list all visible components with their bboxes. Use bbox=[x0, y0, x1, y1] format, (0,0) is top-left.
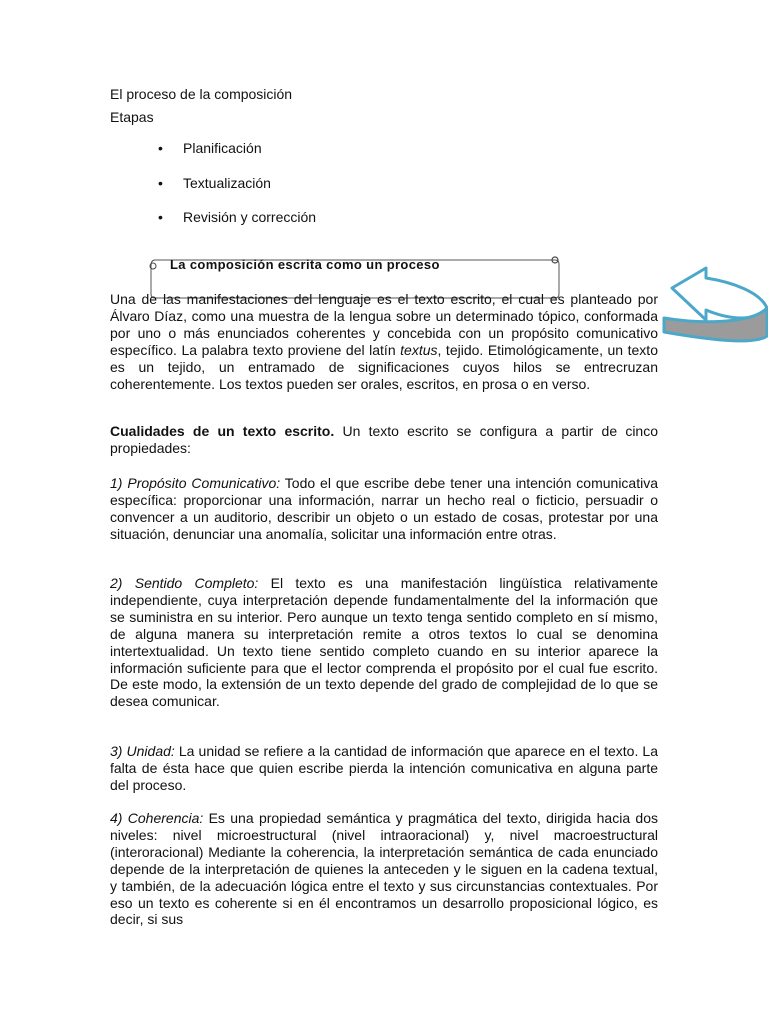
qualities-heading: Cualidades de un texto escrito. bbox=[110, 423, 335, 439]
property-text: La unidad se refiere a la cantidad de información que aparece en el texto. La falta de ésta hace que quien escribe pierda la intención comunicativa en alguna parte del proceso. bbox=[110, 743, 658, 793]
curved-arrow-icon bbox=[660, 262, 768, 346]
property-label: 3) Unidad: bbox=[110, 743, 175, 759]
intro-paragraph bbox=[110, 291, 658, 392]
intro-text: , tejido. Etimológicamente, un texto es un tejido, un entramado de significaciones cuyos hilos se entrecruzan coherentemente. Los textos pueden ser orales, escritos, en prosa o en verso. bbox=[110, 341, 658, 392]
stage-label: Planificación bbox=[183, 140, 262, 156]
banner-title: La composición escrita como un proceso bbox=[170, 257, 440, 272]
bullet-icon: • bbox=[158, 209, 163, 225]
property-paragraph bbox=[110, 575, 658, 710]
property-text: Es una propiedad semántica y pragmática del texto, dirigida hacia dos niveles: nivel microestructural (nivel intraoracional) y, nivel macroestructural (interoracional) Mediante la coherencia, la interpretación semántica de cada enunciado depende de la interpretación de quienes la anteceden y le siguen en la cadena textual, y también, de la adecuación lógica entre el texto y sus circunstancias contextuales. Por eso un texto es coherente si en él encontramos un desarrollo proposicional lógico, es decir, si sus bbox=[110, 810, 658, 928]
bullet-icon: • bbox=[158, 174, 163, 191]
property-text: El texto es una manifestación lingüística relativamente independiente, cuya interpretación depende fundamentalmente del la información que se suministra en su interior. Pero aunque un texto tenga sentido completo en sí mismo, de alguna manera su interpretación remite a otros textos lo cual se denomina intertextualidad. Un texto tiene sentido completo cuando en su interior aparece la información suficiente para que el lector comprenda el propósito por el cual fue escrito. De este modo, la extensión de un texto depende del grado de complejidad de lo que se desea comunicar. bbox=[110, 575, 658, 710]
document-subtitle: Etapas bbox=[110, 109, 154, 125]
document-title: El proceso de la composición bbox=[110, 86, 293, 102]
intro-text: Una de las manifestaciones del lenguaje es el texto escrito, el cual es planteado por Álvaro Díaz, como una muestra de la lengua sobre un determinado tópico, conformada por uno o más enunciados coherentes y concebida con un propósito comunicativo específico. La palabra texto proviene del latín bbox=[110, 291, 658, 358]
property-label: 2) Sentido Completo: bbox=[110, 575, 259, 591]
property-paragraph bbox=[110, 810, 658, 928]
property-paragraph bbox=[110, 743, 658, 794]
bullet-icon: • bbox=[158, 140, 163, 156]
stage-label: Revisión y corrección bbox=[183, 209, 317, 225]
property-label: 1) Propósito Comunicativo: bbox=[110, 475, 281, 491]
property-paragraph bbox=[110, 475, 658, 543]
property-text: Todo el que escribe debe tener una intención comunicativa específica: proporcionar una información, narrar un hecho real o ficticio, persuadir o convencer a un auditorio, describir un objeto o un estado de cosas, protestar por una situación, denunciar una anomalía, solicitar una información entre otras. bbox=[110, 475, 658, 542]
qualities-text: Un texto escrito se configura a partir de cinco propiedades: bbox=[110, 423, 658, 456]
stage-label: Textualización bbox=[183, 174, 271, 191]
property-label: 4) Coherencia: bbox=[110, 810, 204, 826]
latin-word: textus bbox=[400, 341, 438, 358]
qualities-paragraph bbox=[110, 423, 658, 457]
